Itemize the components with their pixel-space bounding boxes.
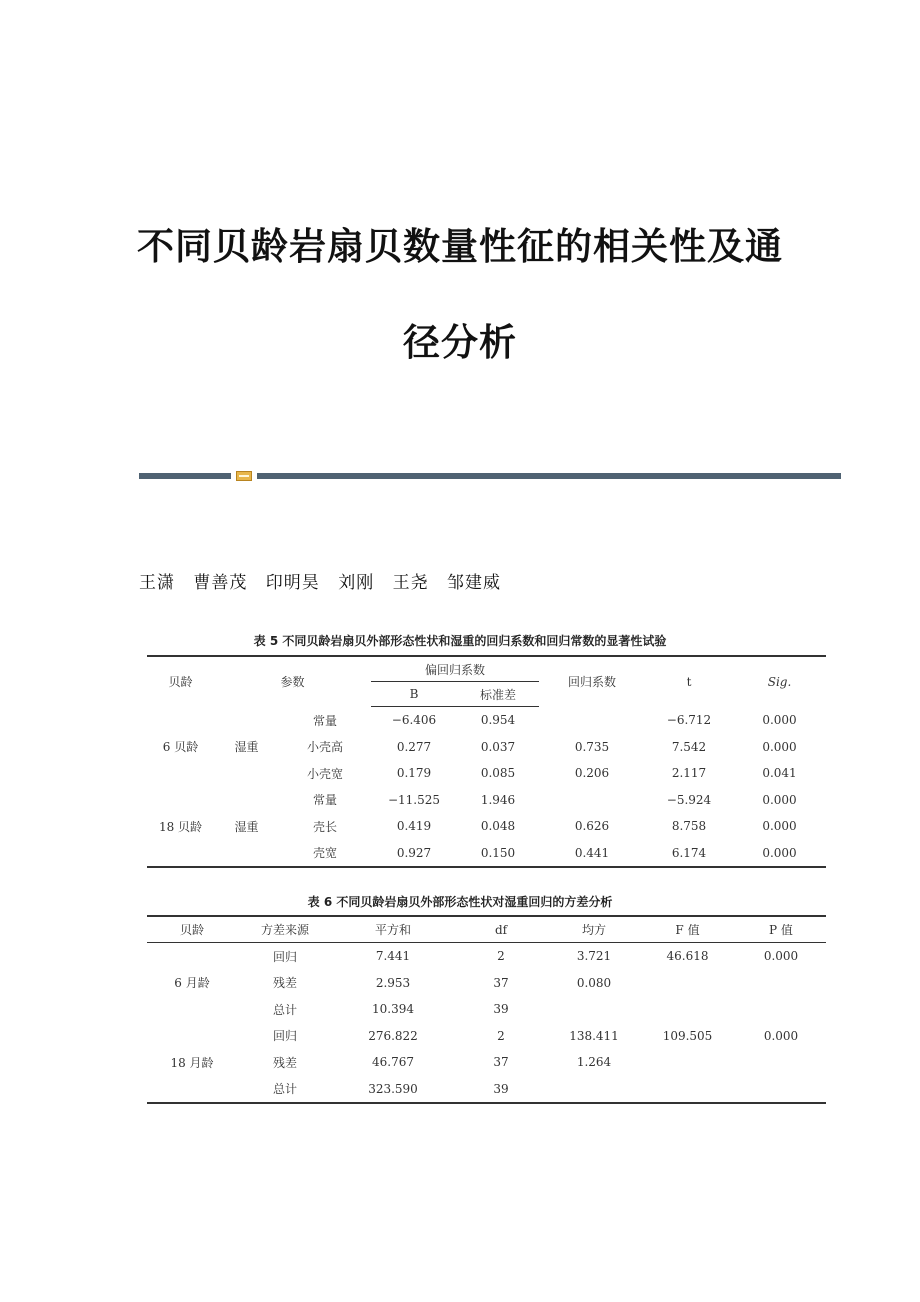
t5-coef-cell	[539, 707, 645, 734]
t6-p-cell	[736, 1049, 826, 1076]
table5	[147, 655, 826, 868]
t5-sig-cell: 0.000	[762, 819, 797, 834]
t5-se-cell: 0.150	[480, 845, 516, 860]
t6-f-cell	[639, 1049, 736, 1076]
table-row	[147, 1049, 826, 1076]
t6-ss-cell: 46.767	[372, 1055, 414, 1070]
t5-age-cell: 18 贝龄	[158, 819, 203, 834]
t5-t-cell: 6.174	[671, 845, 707, 860]
t6-f-cell	[639, 996, 736, 1023]
paper-title-line-1: 不同贝龄岩扇贝数量性征的相关性及通	[137, 224, 783, 268]
t6-df-cell: 37	[493, 1055, 509, 1070]
t6-header-source: 方差来源	[237, 916, 333, 943]
t6-ss-cell: 7.441	[375, 949, 411, 964]
t6-p-cell: 0.000	[763, 949, 799, 964]
t6-ms-cell: 0.080	[576, 975, 612, 990]
t6-f-cell: 46.618	[666, 949, 709, 964]
table-row	[147, 943, 826, 970]
t6-header-f: F 值	[639, 916, 736, 943]
table-row	[147, 1076, 826, 1104]
t5-header-param: 参数	[280, 675, 305, 690]
t5-coef-cell: 0.206	[574, 766, 610, 781]
t5-b-cell: −11.525	[387, 792, 441, 807]
t5-t-cell: 7.542	[671, 739, 707, 754]
t5-sig-cell: 0.000	[762, 713, 797, 727]
t5-dep-cell: 湿重	[234, 740, 259, 754]
t6-header-df: df	[453, 916, 549, 943]
t5-var-cell: 小壳高	[306, 740, 343, 755]
t6-ss-cell: 276.822	[368, 1028, 418, 1043]
paper-title-line-2: 径分析	[403, 320, 517, 364]
t6-p-cell	[736, 996, 826, 1023]
t6-age-cell: 6 月龄	[174, 976, 210, 991]
t6-f-cell	[639, 970, 736, 997]
t5-header-partial: 偏回归系数	[371, 656, 539, 682]
t6-f-cell: 109.505	[662, 1028, 713, 1043]
table-row	[147, 996, 826, 1023]
table-row	[147, 970, 826, 997]
divider-bar-left	[139, 473, 231, 479]
t5-sig-cell: 0.000	[762, 845, 797, 860]
t5-var-cell: 壳长	[312, 819, 337, 834]
t5-header-b: B	[371, 682, 457, 707]
t5-b-cell: 0.179	[396, 766, 432, 781]
t5-header-sig: Sig.	[767, 674, 792, 689]
t5-se-cell: 0.048	[480, 819, 516, 834]
table5-caption: 表 5 不同贝龄岩扇贝外部形态性状和湿重的回归系数和回归常数的显著性试验	[253, 634, 667, 648]
t5-sig-cell: 0.041	[762, 766, 797, 781]
t6-p-cell	[736, 970, 826, 997]
t5-header-age: 贝龄	[168, 675, 193, 690]
t6-df-cell: 2	[497, 1028, 505, 1043]
t5-header-se: 标准差	[457, 682, 539, 707]
t5-b-cell: 0.419	[396, 819, 432, 834]
table6-caption: 表 6 不同贝龄岩扇贝外部形态性状对湿重回归的方差分析	[307, 895, 613, 909]
t6-src-cell: 总计	[272, 1082, 297, 1097]
t5-header-coef: 回归系数	[567, 675, 616, 690]
table6	[147, 915, 826, 1104]
t5-var-cell: 壳宽	[312, 846, 337, 861]
t6-df-cell: 2	[497, 949, 505, 964]
t5-se-cell: 0.085	[480, 766, 516, 781]
t5-t-cell: −6.712	[666, 713, 712, 727]
title-divider	[139, 471, 841, 480]
t6-header-ss: 平方和	[333, 916, 453, 943]
t6-ss-cell: 10.394	[372, 1002, 414, 1017]
t6-df-cell: 39	[493, 1081, 509, 1096]
t6-ms-cell: 3.721	[576, 949, 612, 964]
t6-ms-cell: 138.411	[569, 1028, 619, 1043]
t5-se-cell: 0.037	[480, 739, 516, 754]
divider-bar-right	[257, 473, 841, 479]
t5-dep-cell: 湿重	[234, 819, 259, 834]
divider-badge-icon	[236, 471, 252, 481]
t6-age-cell: 18 月龄	[170, 1055, 214, 1070]
t5-se-cell: 1.946	[480, 792, 516, 807]
t6-ms-cell	[549, 996, 639, 1023]
t5-header-t: t	[686, 674, 692, 689]
t5-b-cell: 0.277	[396, 739, 432, 754]
t6-p-cell	[736, 1076, 826, 1104]
t5-coef-cell: 0.735	[574, 739, 610, 754]
t6-ms-cell	[549, 1076, 639, 1104]
t5-t-cell: −5.924	[666, 792, 712, 807]
t6-src-cell: 残差	[272, 1055, 297, 1070]
t5-t-cell: 8.758	[671, 819, 707, 834]
t6-src-cell: 残差	[272, 976, 297, 991]
t6-ss-cell: 2.953	[375, 975, 411, 990]
t5-b-cell: −6.406	[391, 713, 437, 728]
t5-coef-cell	[539, 787, 645, 814]
author-list: 王潇 曹善茂 印明昊 刘刚 王尧 邹建威	[139, 573, 502, 593]
t6-p-cell: 0.000	[763, 1028, 799, 1043]
table-row	[147, 1023, 826, 1050]
t6-header-age: 贝龄	[147, 916, 237, 943]
t5-var-cell: 小壳宽	[306, 766, 343, 781]
t6-src-cell: 总计	[272, 1002, 297, 1017]
table-row	[147, 787, 826, 814]
t6-header-p: P 值	[736, 916, 826, 943]
t6-df-cell: 37	[493, 975, 509, 990]
t6-src-cell: 回归	[272, 949, 297, 964]
t5-se-cell: 0.954	[480, 713, 516, 728]
t6-ms-cell: 1.264	[576, 1055, 612, 1070]
t6-src-cell: 回归	[272, 1029, 297, 1044]
t6-header-ms: 均方	[549, 916, 639, 943]
t6-f-cell	[639, 1076, 736, 1104]
t5-sig-cell: 0.000	[762, 739, 797, 754]
t5-var-cell: 常量	[312, 793, 337, 808]
t5-coef-cell: 0.626	[574, 819, 610, 834]
t5-b-cell: 0.927	[396, 845, 432, 860]
t5-coef-cell: 0.441	[574, 845, 610, 860]
t6-df-cell: 39	[493, 1002, 509, 1017]
t5-age-cell: 6 贝龄	[162, 740, 199, 754]
t5-sig-cell: 0.000	[762, 792, 797, 807]
t6-ss-cell: 323.590	[368, 1081, 418, 1096]
t5-t-cell: 2.117	[671, 766, 707, 781]
t5-var-cell: 常量	[312, 713, 337, 728]
table-row	[147, 707, 826, 734]
